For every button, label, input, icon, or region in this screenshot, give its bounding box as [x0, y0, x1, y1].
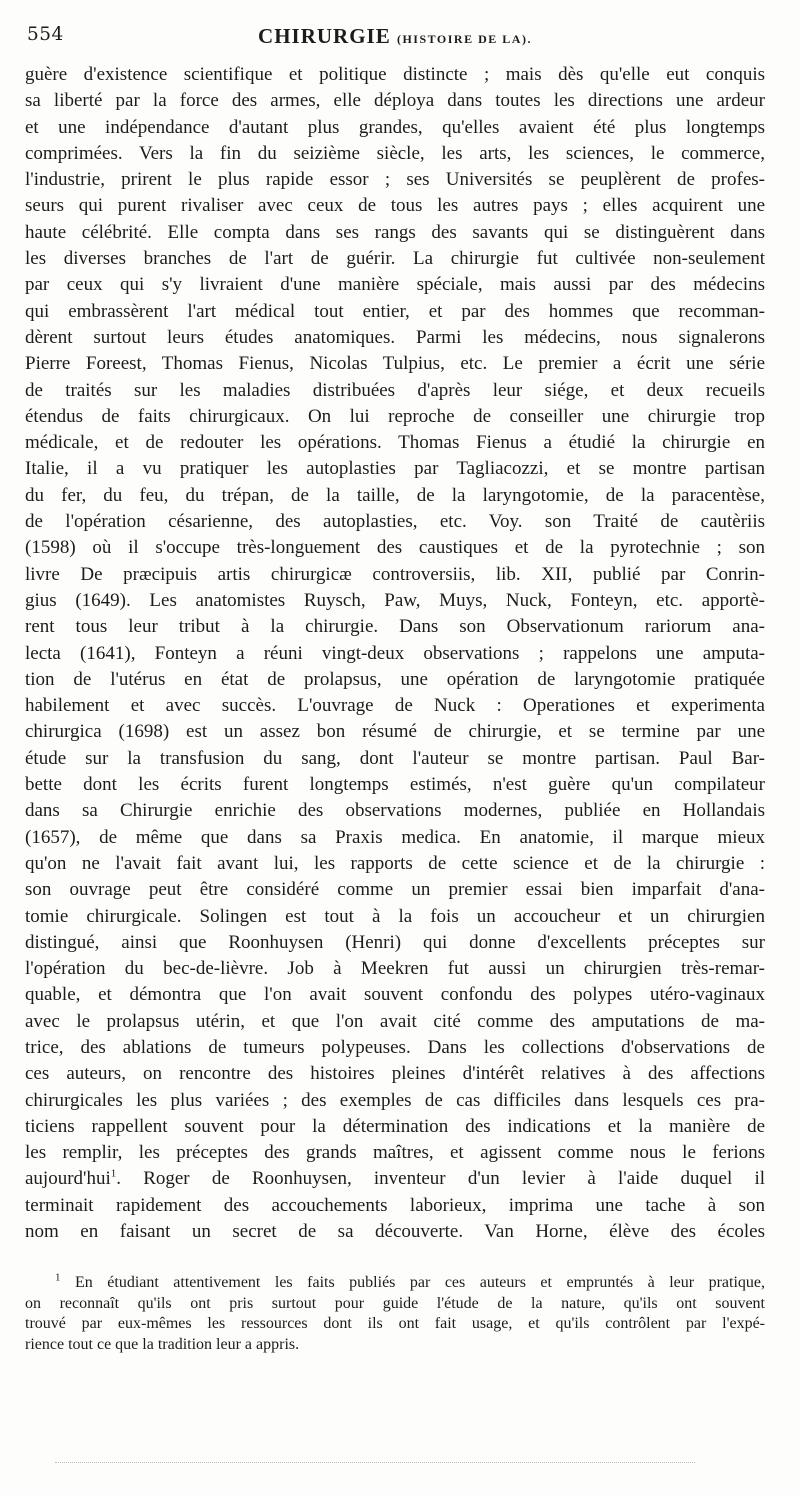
text-line: comprimées. Vers la fin du seizième siècle, les arts, les sciences, le commerce,	[25, 142, 765, 164]
footnote-text: rience tout ce que la tradition leur a appris.	[25, 1335, 300, 1353]
footnote-line	[25, 1294, 765, 1315]
text-line: terminait rapidement des accouchements laborieux, imprima une tache à son	[25, 1194, 765, 1216]
text-line: de traités sur les maladies distribuées d'après leur siége, et deux recueils	[25, 379, 765, 401]
text-line: gius (1649). Les anatomistes Ruysch, Paw, Muys, Nuck, Fonteyn, etc. apportè-	[25, 589, 765, 611]
text-line: livre De præcipuis artis chirurgicæ controversiis, lib. XII, publié par Conrin-	[25, 563, 765, 585]
text-line: l'opération du bec-de-lièvre. Job à Meekren fut aussi un chirurgien très-remar-	[25, 958, 765, 980]
running-title-sub: (HISTOIRE DE LA).	[396, 32, 532, 46]
text-line: (1598) où il s'occupe très-longuement des caustiques et de la pyrotechnie ; son	[25, 537, 765, 559]
text-line: guère d'existence scientifique et politique distincte ; mais dès qu'elle eut conquis	[25, 64, 765, 85]
bottom-rule	[55, 1462, 695, 1463]
text-line: haute célébrité. Elle compta dans ses rangs des savants qui se distinguèrent dans	[25, 221, 765, 243]
text-line: qui embrassèrent l'art médical tout entier, et par des hommes que recomman-	[25, 300, 765, 322]
text-line: les diverses branches de l'art de guérir. La chirurgie fut cultivée non-seulement	[25, 248, 765, 270]
text-line: seurs qui purent rivaliser avec ceux de tous les autres pays ; elles acquirent une	[25, 195, 765, 217]
footnote-text: on reconnaît qu'ils ont pris surtout pour guide l'étude de la nature, qu'ils ont souvent	[25, 1294, 765, 1312]
text-line: rent tous leur tribut à la chirurgie. Dans son Observationum rariorum ana-	[25, 616, 765, 638]
text-line: chirurgicales les plus variées ; des exemples de cas difficiles dans lesquels ces pra-	[25, 1089, 765, 1111]
text-line: tion de l'utérus en état de prolapsus, une opération de laryngotomie pratiquée	[25, 668, 765, 690]
footnote-marker: 1	[55, 1272, 61, 1285]
text-line: lecta (1641), Fonteyn a réuni vingt-deux observations ; rappelons une amputa-	[25, 642, 765, 664]
text-line: du fer, du feu, du trépan, de la taille, de la laryngotomie, de la paracentèse,	[25, 484, 765, 506]
text-fragment: aujourd'hui	[25, 1168, 111, 1190]
text-line: sa liberté par la force des armes, elle déploya dans toutes les directions une ardeur	[25, 90, 765, 112]
text-fragment: . Roger de Roonhuysen, inventeur d'un levier à l'aide duquel il	[116, 1168, 765, 1190]
text-line: par ceux qui s'y livraient d'une manière spéciale, mais aussi par des médecins	[25, 274, 765, 296]
text-line: bette dont les écrits furent longtemps estimés, n'est guère qu'un compilateur	[25, 774, 765, 796]
footnote-line	[25, 1335, 765, 1356]
text-line: les remplir, les préceptes des grands maîtres, et agissent comme nous le ferions	[25, 1142, 765, 1164]
footnote-text: En étudiant attentivement les faits publiés par ces auteurs et empruntés à leur pratique,	[75, 1274, 765, 1292]
text-line: (1657), de même que dans sa Praxis medica. En anatomie, il marque mieux	[25, 826, 765, 848]
text-line: son ouvrage peut être considéré comme un premier essai bien imparfait d'ana-	[25, 879, 765, 901]
running-title-main: CHIRURGIE	[258, 24, 391, 48]
text-line: médicale, et de redouter les opérations. Thomas Fienus a étudié la chirurgie en	[25, 432, 765, 454]
footnote-line	[25, 1314, 765, 1335]
text-line: l'industrie, prirent le plus rapide essor ; ses Universités se peuplèrent de profes-	[25, 169, 765, 191]
footnote-line	[25, 1273, 765, 1294]
footnotes	[25, 1273, 765, 1355]
text-line: ticiens rappellent souvent pour la détermination des indications et la manière de	[25, 1115, 765, 1137]
page-header	[25, 18, 765, 54]
text-line: étude sur la transfusion du sang, dont l'auteur se montre partisan. Paul Bar-	[25, 747, 765, 769]
footnote-reference: 1	[110, 1168, 117, 1181]
text-line: habilement et avec succès. L'ouvrage de Nuck : Operationes et experimenta	[25, 695, 765, 717]
page-number: 554	[27, 24, 64, 45]
text-line: étendus de faits chirurgicaux. On lui reproche de conseiller une chirurgie trop	[25, 405, 765, 427]
text-line: ces auteurs, on rencontre des histoires pleines d'intérêt relatives à des affections	[25, 1063, 765, 1085]
text-line: et une indépendance d'autant plus grandes, qu'elles avaient été plus longtemps	[25, 116, 765, 138]
text-line	[25, 1166, 765, 1192]
text-line: avec le prolapsus utérin, et que l'on avait cité comme des amputations de ma-	[25, 1010, 765, 1032]
text-line: dèrent surtout leurs études anatomiques. Parmi les médecins, nous signalerons	[25, 326, 765, 348]
footnote-text: trouvé par eux-mêmes les ressources dont ils ont fait usage, et qu'ils contrôlent par l'expé-	[25, 1315, 765, 1333]
text-line: Pierre Foreest, Thomas Fienus, Nicolas Tulpius, etc. Le premier a écrit une série	[25, 353, 765, 375]
running-title	[25, 24, 765, 49]
text-line: chirurgica (1698) est un assez bon résumé de chirurgie, et se termine par une	[25, 721, 765, 743]
text-line: distingué, ainsi que Roonhuysen (Henri) qui donne d'excellents préceptes sur	[25, 931, 765, 953]
text-line: trice, des ablations de tumeurs polypeuses. Dans les collections d'observations de	[25, 1036, 765, 1058]
text-line: nom en faisant un secret de sa découverte. Van Horne, élève des écoles	[25, 1221, 765, 1243]
body-text	[25, 62, 765, 1245]
text-line: Italie, il a vu pratiquer les autoplasties par Tagliacozzi, et se montre partisan	[25, 458, 765, 480]
text-line: tomie chirurgicale. Solingen est tout à la fois un accoucheur et un chirurgien	[25, 905, 765, 927]
text-line: de l'opération césarienne, des autoplasties, etc. Voy. son Traité de cautèriis	[25, 511, 765, 533]
page	[25, 18, 765, 1355]
text-line: qu'on ne l'avait fait avant lui, les rapports de cette science et de la chirurgie :	[25, 852, 765, 874]
text-line: quable, et démontra que l'on avait souvent confondu des polypes utéro-vaginaux	[25, 984, 765, 1006]
text-line: dans sa Chirurgie enrichie des observations modernes, publiée en Hollandais	[25, 800, 765, 822]
